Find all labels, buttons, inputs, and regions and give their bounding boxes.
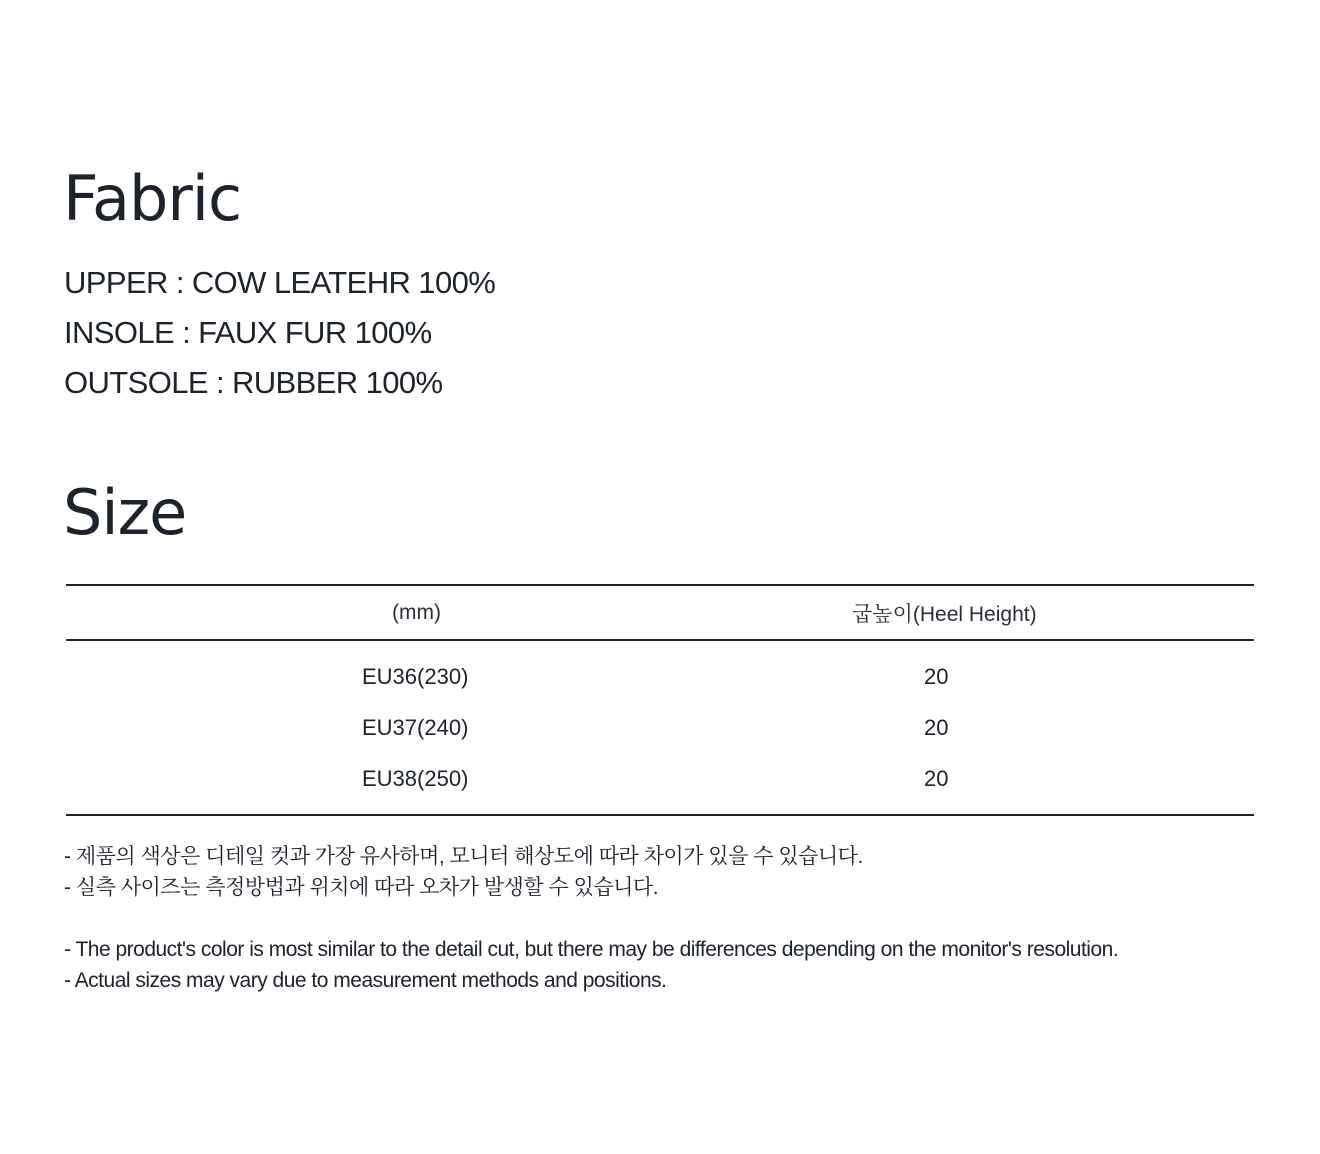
fabric-item-insole: INSOLE : FAUX FUR 100%: [64, 315, 432, 350]
table-row: [66, 640, 1254, 702]
size-cell: EU37(240): [362, 714, 469, 740]
note-size-en: - Actual sizes may vary due to measurement methods and positions.: [64, 969, 667, 992]
notes-english: [64, 934, 1118, 996]
size-table: [66, 584, 1254, 816]
heel-height-cell: 20: [924, 663, 949, 689]
fabric-item-outsole: OUTSOLE : RUBBER 100%: [64, 365, 443, 400]
size-column-header: (mm): [66, 585, 776, 640]
fabric-item-upper: UPPER : COW LEATEHR 100%: [64, 265, 496, 300]
size-heading: Size: [63, 476, 187, 549]
heel-height-cell: 20: [924, 714, 949, 740]
size-cell: EU38(250): [66, 753, 776, 815]
heel-height-column-header: 굽높이(Heel Height): [776, 585, 1254, 640]
fabric-heading: Fabric: [63, 162, 242, 235]
note-color-ko: - 제품의 색상은 디테일 컷과 가장 유사하며, 모니터 해상도에 따라 차이가 있을 수 있습니다.: [64, 845, 863, 868]
fabric-list: [64, 258, 495, 408]
note-size-ko: - 실측 사이즈는 측정방법과 위치에 따라 오차가 발생할 수 있습니다.: [64, 876, 659, 899]
size-cell: EU36(230): [362, 663, 469, 689]
heel-height-cell: 20: [776, 753, 1254, 815]
table-row: [66, 753, 1254, 815]
notes-korean: [64, 841, 863, 903]
size-table-header-row: [66, 585, 1254, 640]
note-color-en: - The product's color is most similar to the detail cut, but there may be differences depending on the monitor's resolution.: [64, 938, 1119, 961]
table-row: [66, 702, 1254, 753]
